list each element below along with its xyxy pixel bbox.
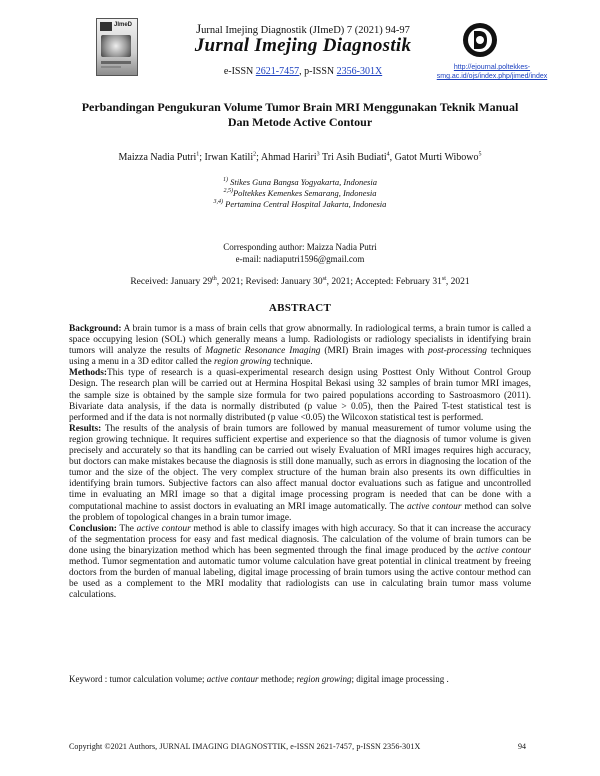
footer-copyright: Copyright ©2021 Authors, JURNAL IMAGING DIAGNOSTTIK, e-ISSN 2621-7457, p-ISSN 2356-301X [69, 742, 421, 751]
e-issn-link[interactable]: 2621-7457 [255, 66, 300, 77]
corresponding-author: Corresponding author: Maizza Nadia Putri e-mail: nadiaputri1596@gmail.com [150, 241, 450, 265]
author: Maizza Nadia Putri [118, 152, 197, 163]
affiliations [150, 177, 450, 210]
abstract-conclusion: Conclusion: The active contour method is able to classify images with high accuracy. So that it can increase the accuracy of the segmentation process for easy and fast medical diagnosis. The calculation of the volume of brain tumors can be done using the binaryization method which has been segmented through the final image produced by the active contour method. Tumor segmentation and automatic tumor volume calculation have great potential in clinical treatment by freeing doctors from the burden of manual labeling, digital image processing of brain tumors using the active contour method can be used as a complement to the MRI modality that radiologists can use in calculating brain tumor mass volume calculations. [69, 523, 532, 601]
affiliation-item: $^{1)}$ Stikes Guna Bangsa Yogyakarta, Indonesia [223, 177, 377, 187]
paper-title: Perbandingan Pengukuran Volume Tumor Brain MRI Menggunakan Teknik Manual Dan Metode Active Contour [81, 100, 519, 129]
abstract-background: Background: A brain tumor is a mass of brain cells that grow abnormally. In radiological terms, a brain tumor is called a space occupying lesion (SOL) which generally means a lump. Radiologists or radiology specialists in identifying brain tumors will analyze the results of Magnetic Resonance Imaging (MRI) Brain images with post-processing techniques using a menu in a 3D editor called the region growing technique. [69, 324, 531, 368]
author: Gatot Murti Wibowo [394, 152, 479, 163]
abstract-results: Results: The results of the analysis of brain tumors are followed by manual measurement of tumor volume using the region growing technique. It requires sufficient expertise and experience so that the diagnosis of tumor volume is given precisely and accurately so that its handling can be carried out wisely Evaluation of MRI images requires high accuracy, but doctors can make mistakes because the diagnosis is still done manually, such as errors in diagnosing the location of the tumor and the size of the object. The very complex structure of the human brain also presents its own difficulties in identifying brain tumors. Subjective factors can also affect manual doctor evaluations such as fatigue and uncontrolled time in evaluating an MRI image so that a digital image processing program is needed that can be done with a computational machine to assist doctors in evaluating an MRI image automatically. The active contour method can solve the problem of topological changes in a brain tumor image. [69, 423, 532, 523]
issn-line: e-ISSN 2621-7457, p-ISSN 2356-301X [223, 66, 383, 77]
affiliation-item: $^{3,4)}$ Pertamina Central Hospital Jakarta, Indonesia [213, 199, 387, 209]
author: Irwan Katili [204, 152, 254, 163]
abstract-heading: ABSTRACT [268, 302, 332, 314]
journal-url-link[interactable]: http://ejournal.poltekkes-smg.ac.id/ojs/index.php/jimed/index [436, 64, 548, 80]
journal-cover-thumbnail: JImeD [96, 18, 138, 76]
author-email: e-mail: nadiaputri1596@gmail.com [235, 254, 365, 264]
abstract-body [69, 324, 531, 601]
submission-dates: Received: January 29th, 2021; Revised: January 30st, 2021; Accepted: February 31st, 2021 [130, 275, 470, 287]
p-issn-link[interactable]: 2356-301X [336, 66, 383, 77]
page-number: 94 [518, 742, 526, 751]
author: Tri Asih Budiati [322, 152, 387, 163]
abstract-methods: Methods:This type of research is a quasi-experimental research design using Posttest Only Without Control Group Design. The research plan will be carried out at Hermina Hospital Bekasi using 32 samples of brain tumor MRI images, the sample size is obtained by the sample size formula for two paired populations according to Sastroasmoro (2011). Bivariate data analysis, if the data is normally distributed (p value > 0.05), then the Paired T-test statistical test is performed and if the data is not normally distributed (p value <0.05) the Wilcoxon statistical test is performed. [69, 368, 531, 423]
journal-logo-icon [462, 22, 498, 58]
journal-name: Jurnal Imejing Diagnostik [194, 35, 412, 56]
author: Ahmad Hariri [260, 152, 317, 163]
keywords: Keyword : tumor calculation volume; active contaur methode; region growing; digital image processing . [69, 674, 449, 684]
author-list: Maizza Nadia Putri$^1$; Irwan Katili$^2$; Ahmad Hariri$^3$ Tri Asih Budiati$^4$, Gatot Murti Wibowo$^5$ [118, 151, 482, 163]
affiliation-item: $^{2,5)}$Poltekkes Kemenkes Semarang, Indonesia [223, 188, 377, 198]
journal-citation-line: Jurnal Imejing Diagnostik (JImeD) 7 (2021) 94-97 [196, 21, 410, 36]
